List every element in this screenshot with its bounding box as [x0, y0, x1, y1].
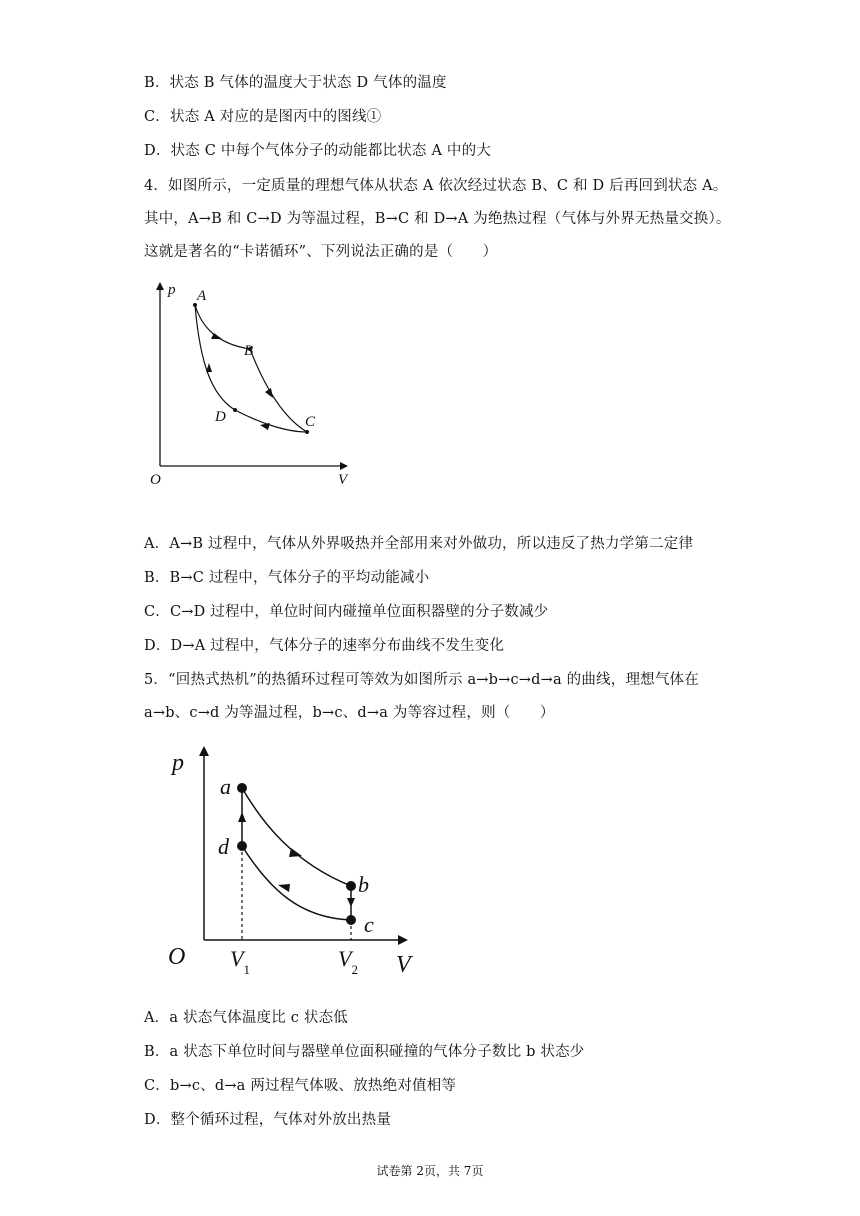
q5-label-c: c	[364, 912, 374, 937]
q5-curve-cd	[242, 846, 351, 920]
q4-stem-line1: 4．如图所示，一定质量的理想气体从状态 A 依次经过状态 B、C 和 D 后再回到状态 A。	[144, 178, 728, 194]
q4-label-d: D	[215, 409, 226, 425]
q4-curve-bc	[250, 349, 307, 432]
q5-point-c	[346, 915, 356, 925]
q4-arrow-bc	[265, 388, 273, 398]
q4-arrow-da	[206, 363, 212, 372]
q5-curve-ab	[242, 788, 351, 886]
q5-option-a: A．a 状态气体温度比 c 状态低	[144, 1010, 348, 1026]
q4-curve-ab	[195, 305, 250, 349]
q4-option-c: C．C→D 过程中，单位时间内碰撞单位面积器壁的分子数减少	[144, 604, 549, 620]
q4-label-b: B	[244, 343, 254, 359]
q5-arrow-cd	[278, 884, 290, 892]
q5-label-v2: $V_2$	[338, 946, 358, 977]
q3-option-d: D．状态 C 中每个气体分子的动能都比状态 A 中的大	[144, 143, 492, 159]
q5-stem-line1: 5．“回热式热机”的热循环过程可等效为如图所示 a→b→c→d→a 的曲线，理想气体在	[144, 672, 699, 688]
q5-label-b: b	[358, 872, 369, 897]
q5-option-d: D．整个循环过程，气体对外放出热量	[144, 1112, 392, 1128]
q4-arrow-cd	[260, 423, 270, 430]
q4-axis-y-label: p	[168, 282, 176, 298]
q4-label-c: C	[305, 414, 316, 430]
q4-curve-cd	[235, 410, 307, 432]
q4-stem-line2: 其中，A→B 和 C→D 为等温过程，B→C 和 D→A 为绝热过程（气体与外界无热量交换）。	[144, 211, 731, 227]
q5-point-b	[346, 881, 356, 891]
q4-option-b: B．B→C 过程中，气体分子的平均动能减小	[144, 570, 430, 586]
q4-option-a: A．A→B 过程中，气体从外界吸热并全部用来对外做功，所以违反了热力学第二定律	[144, 536, 694, 552]
q5-point-d	[237, 841, 247, 851]
q4-carnot-diagram	[140, 276, 370, 496]
q5-stem-line2: a→b、c→d 为等温过程，b→c、d→a 为等容过程，则（ ）	[144, 705, 555, 721]
q5-label-d: d	[218, 834, 229, 859]
q5-arrow-ab	[289, 848, 302, 857]
q4-stem-line3: 这就是著名的“卡诺循环”、下列说法正确的是（ ）	[144, 244, 498, 260]
q4-option-d: D．D→A 过程中，气体分子的速率分布曲线不发生变化	[144, 638, 505, 654]
q5-axis-x-label: V	[396, 952, 411, 978]
q4-axis-x-label: V	[338, 472, 348, 488]
q4-point-d	[233, 408, 237, 412]
q5-option-c: C．b→c、d→a 两过程气体吸、放热绝对值相等	[144, 1078, 457, 1094]
q5-origin-label: O	[168, 944, 186, 970]
page-footer: 试卷第 2页，共 7页	[376, 1164, 484, 1178]
q5-option-b: B．a 状态下单位时间与器壁单位面积碰撞的气体分子数比 b 状态少	[144, 1044, 585, 1060]
q4-label-a: A	[197, 288, 207, 304]
q5-label-v1: $V_1$	[230, 946, 250, 977]
q4-point-c	[305, 430, 309, 434]
q4-curve-da	[195, 305, 235, 410]
q5-arrow-da	[238, 812, 246, 822]
q5-arrow-bc	[347, 898, 355, 907]
q5-label-a: a	[220, 774, 231, 799]
q4-origin-label: O	[150, 472, 161, 488]
q5-cycle-diagram	[160, 740, 430, 985]
q5-point-a	[237, 783, 247, 793]
q3-option-b: B．状态 B 气体的温度大于状态 D 气体的温度	[144, 75, 447, 91]
q3-option-c: C．状态 A 对应的是图丙中的图线①	[144, 109, 382, 125]
q5-axis-y-label: p	[172, 750, 184, 776]
